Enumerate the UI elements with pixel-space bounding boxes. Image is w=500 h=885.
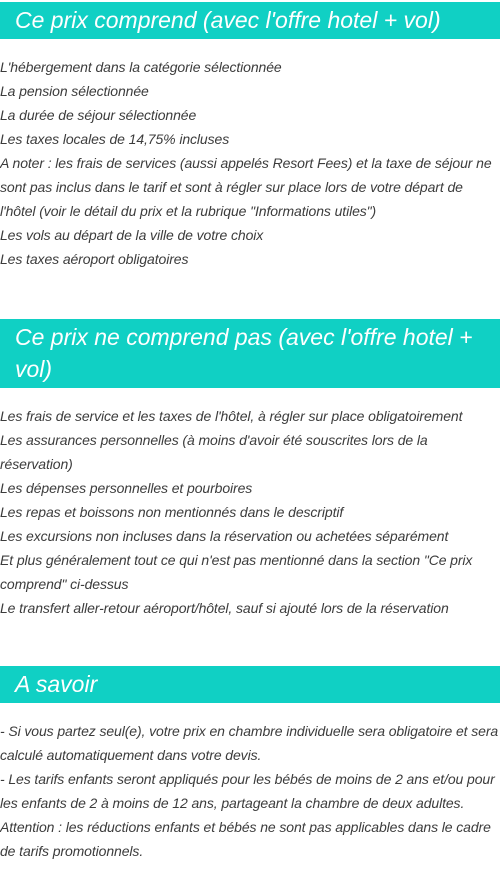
list-item: Et plus généralement tout ce qui n'est pas mentionné dans la section "Ce prix comprend" ci-dessus xyxy=(0,552,473,592)
list-item: Attention : les réductions enfants et bébés ne sont pas applicables dans le cadre de tarifs promotionnels. xyxy=(0,819,491,859)
list-item: La durée de séjour sélectionnée xyxy=(0,107,197,123)
list-item: Les vols au départ de la ville de votre choix xyxy=(0,227,264,243)
list-item: Les dépenses personnelles et pourboires xyxy=(0,480,253,496)
not-included-section-list xyxy=(0,388,500,620)
included-section-title: Ce prix comprend (avec l'offre hotel + vol) xyxy=(0,2,500,39)
not-included-section-title: Ce prix ne comprend pas (avec l'offre hotel + vol) xyxy=(0,319,500,388)
list-item: Les excursions non incluses dans la réservation ou achetées séparément xyxy=(0,528,449,544)
included-section-list xyxy=(0,39,500,271)
list-item: Les taxes locales de 14,75% incluses xyxy=(0,131,230,147)
list-item: - Si vous partez seul(e), votre prix en chambre individuelle sera obligatoire et sera calculé automatiquement dans votre devis. xyxy=(0,723,499,763)
good-to-know-section-list xyxy=(0,703,500,863)
list-item: Les repas et boissons non mentionnés dans le descriptif xyxy=(0,504,344,520)
list-item: Les frais de service et les taxes de l'hôtel, à régler sur place obligatoirement xyxy=(0,408,463,424)
list-item: L'hébergement dans la catégorie sélectionnée xyxy=(0,59,282,75)
list-item: - Les tarifs enfants seront appliqués pour les bébés de moins de 2 ans et/ou pour les enfants de 2 à moins de 12 ans, partageant la chambre de deux adultes. xyxy=(0,771,495,811)
list-item: A noter : les frais de services (aussi appelés Resort Fees) et la taxe de séjour ne sont pas inclus dans le tarif et sont à régler sur place lors de votre départ de l'hôtel (voir le détail du prix et la rubrique "Informations utiles") xyxy=(0,155,492,219)
good-to-know-section-title: A savoir xyxy=(0,666,500,703)
list-item: La pension sélectionnée xyxy=(0,83,149,99)
list-item: Le transfert aller-retour aéroport/hôtel, sauf si ajouté lors de la réservation xyxy=(0,600,449,616)
list-item: Les assurances personnelles (à moins d'avoir été souscrites lors de la réservation) xyxy=(0,432,428,472)
list-item: Les taxes aéroport obligatoires xyxy=(0,251,189,267)
